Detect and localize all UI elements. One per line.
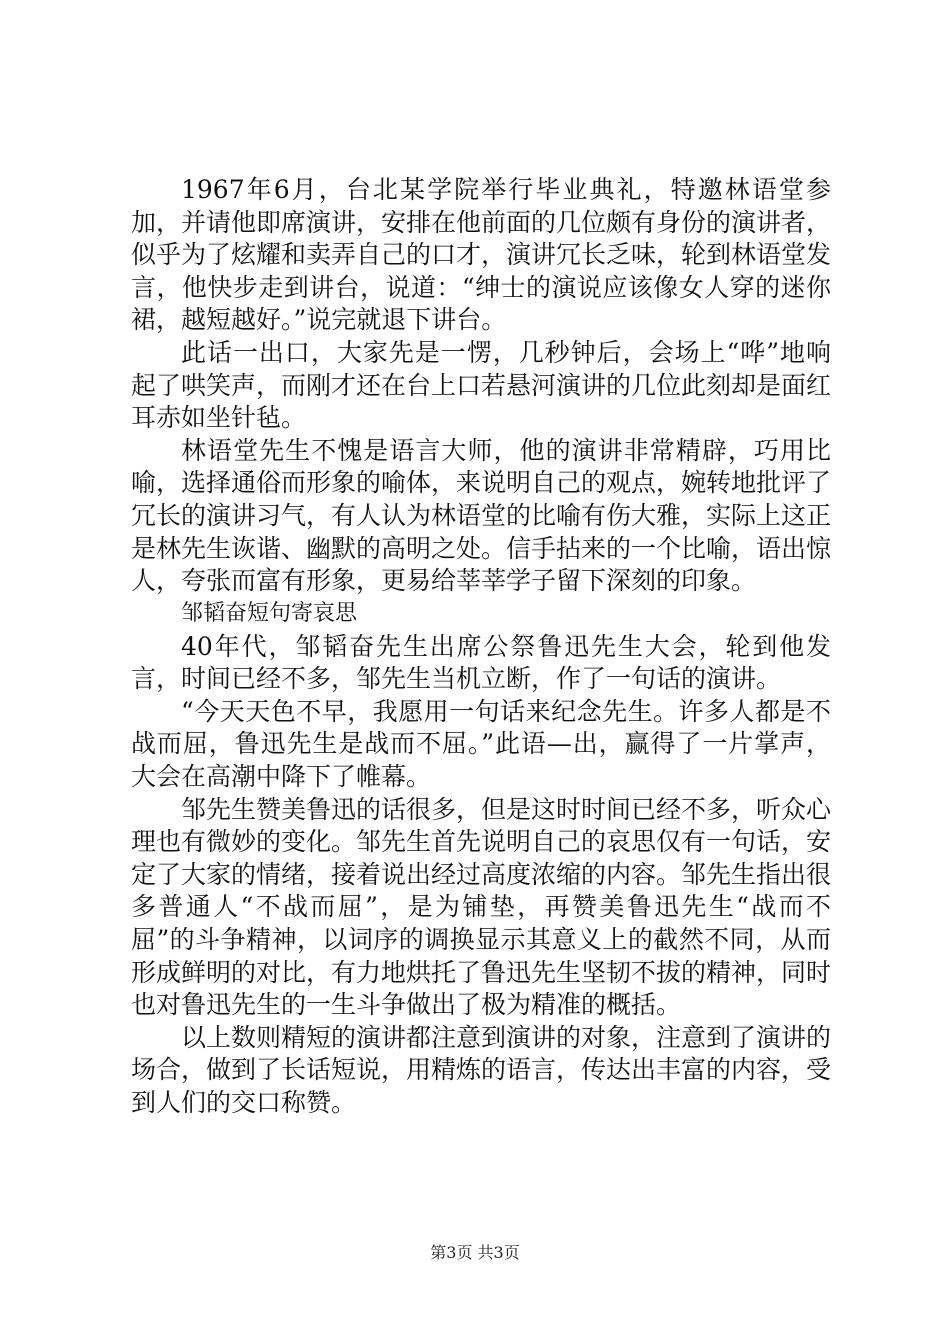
section-heading: 邹韬奋短句寄哀思 (181, 601, 358, 626)
paragraph: 1967年6月，台北某学院举行毕业典礼，特邀林语堂参加，并请他即席演讲，安排在他前面的几位颇有身份的演讲者，似乎为了炫耀和卖弄自己的口才，演讲冗长乏味，轮到林语堂发言，他快步走到讲台，说道：“绅士的演说应该像女人穿的迷你裙，越短越好。”说完就退下讲台。 (131, 175, 832, 335)
paragraph: 40年代，邹韬奋先生出席公祭鲁迅先生大会，轮到他发言，时间已经不多，邹先生当机立断，作了一句话的演讲。 (131, 631, 831, 694)
paragraph: 邹先生赞美鲁迅的话很多，但是这时时间已经不多，听众心理也有微妙的变化。邹先生首先说明自己的哀思仅有一句话，安定了大家的情绪，接着说出经过高度浓缩的内容。邹先生指出很多普通人“不战而屈”，是为铺垫，再赞美鲁迅先生“战而不屈”的斗争精神，以词序的调换显示其意义上的截然不同，从而形成鲜明的对比，有力地烘托了鲁迅先生坚韧不拔的精神，同时也对鲁迅先生的一生斗争做出了极为精准的概括。 (131, 794, 832, 1020)
section-zoutaofen (131, 598, 831, 1120)
paragraph: 此话一出口，大家先是一愣，几秒钟后，会场上“哗”地响起了哄笑声，而刚才还在台上口若悬河演讲的几位此刻却是面红耳赤如坐针毡。 (131, 337, 832, 433)
paragraph: 以上数则精短的演讲都注意到演讲的对象，注意到了演讲的场合，做到了长话短说，用精炼的语言，传达出丰富的内容，受到人们的交口称赞。 (131, 1022, 832, 1117)
page-footer: 第3页 共3页 (430, 1243, 520, 1262)
paragraph: “今天天色不早，我愿用一句话来纪念先生。许多人都是不战而屈，鲁迅先生是战而不屈。”此语—出，赢得了一片掌声，大会在高潮中降下了帷幕。 (131, 696, 831, 791)
paragraph: 林语堂先生不愧是语言大师，他的演讲非常精辟，巧用比喻，选择通俗而形象的喻体，来说明自己的观点，婉转地批评了冗长的演讲习气，有人认为林语堂的比喻有伤大雅，实际上这正是林先生诙谐、幽默的高明之处。信手拈来的一个比喻，语出惊人，夸张而富有形象，更易给莘莘学子留下深刻的印象。 (131, 435, 832, 596)
section-linyutang (131, 174, 831, 598)
